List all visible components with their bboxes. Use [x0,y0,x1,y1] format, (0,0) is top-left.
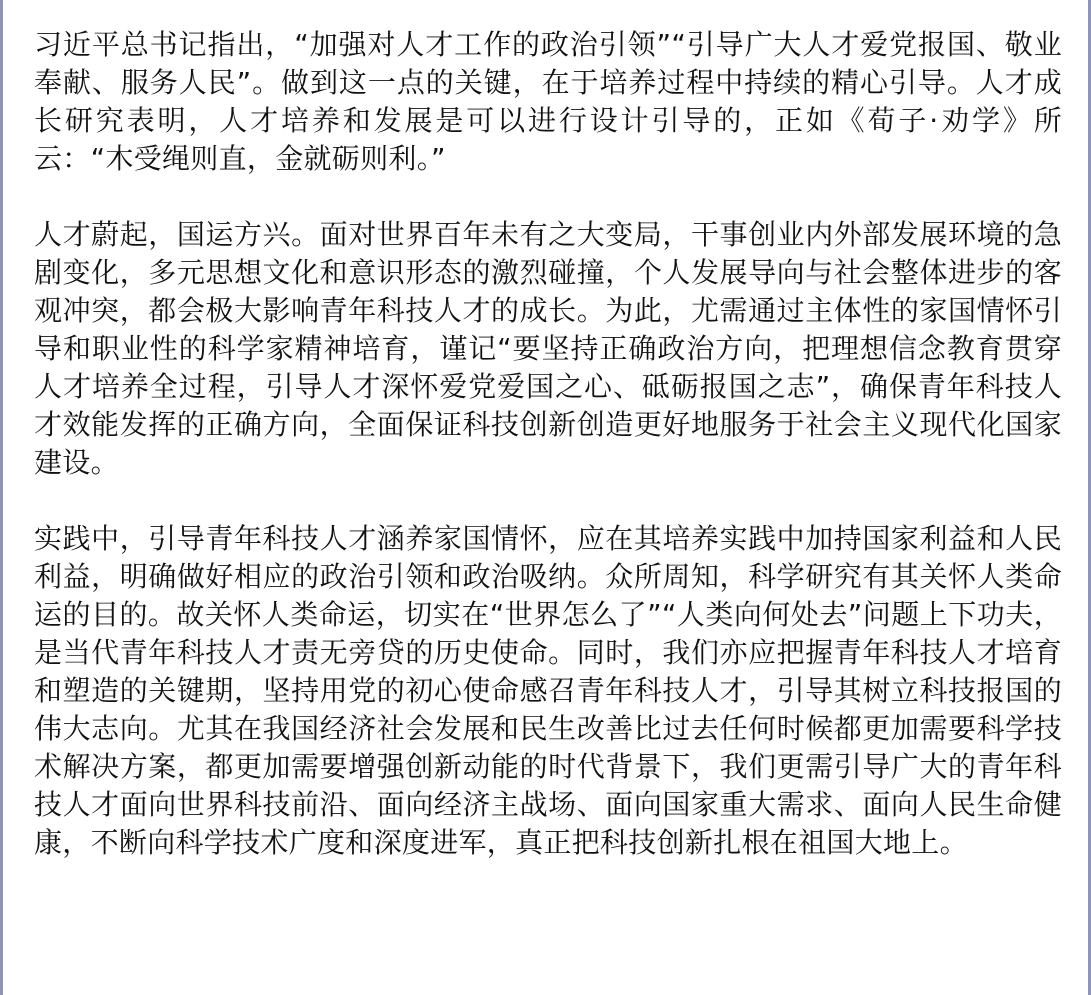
paragraph-1: 习近平总书记指出，“加强对人才工作的政治引领”“引导广大人才爱党报国、敬业奉献、服务人民”。做到这一点的关键，在于培养过程中持续的精心引导。人才成长研究表明，人才培养和发展是可以进行设计引导的，正如《荀子·劝学》所云：“木受绳则直，金就砺则利。” [34,28,1062,175]
paragraph-2: 人才蔚起，国运方兴。面对世界百年未有之大变局，干事创业内外部发展环境的急剧变化，多元思想文化和意识形态的激烈碰撞，个人发展导向与社会整体进步的客观冲突，都会极大影响青年科技人才的成长。为此，尤需通过主体性的家国情怀引导和职业性的科学家精神培育，谨记“要坚持正确政治方向，把理想信念教育贯穿人才培养全过程，引导人才深怀爱党爱国之心、砥砺报国之志”，确保青年科技人才效能发挥的正确方向，全面保证科技创新创造更好地服务于社会主义现代化国家建设。 [34,218,1062,479]
paragraph-3: 实践中，引导青年科技人才涵养家国情怀，应在其培养实践中加持国家利益和人民利益，明确做好相应的政治引领和政治吸纳。众所周知，科学研究有其关怀人类命运的目的。故关怀人类命运，切实在“世界怎么了”“人类向何处去”问题上下功夫，是当代青年科技人才责无旁贷的历史使命。同时，我们亦应把握青年科技人才培育和塑造的关键期，坚持用党的初心使命感召青年科技人才，引导其树立科技报国的伟大志向。尤其在我国经济社会发展和民生改善比过去任何时候都更加需要科学技术解决方案，都更加需要增强创新动能的时代背景下，我们更需引导广大的青年科技人才面向世界科技前沿、面向经济主战场、面向国家重大需求、面向人民生命健康，不断向科学技术广度和深度进军，真正把科技创新扎根在祖国大地上。 [34,522,1062,859]
article-body [34,26,1062,900]
